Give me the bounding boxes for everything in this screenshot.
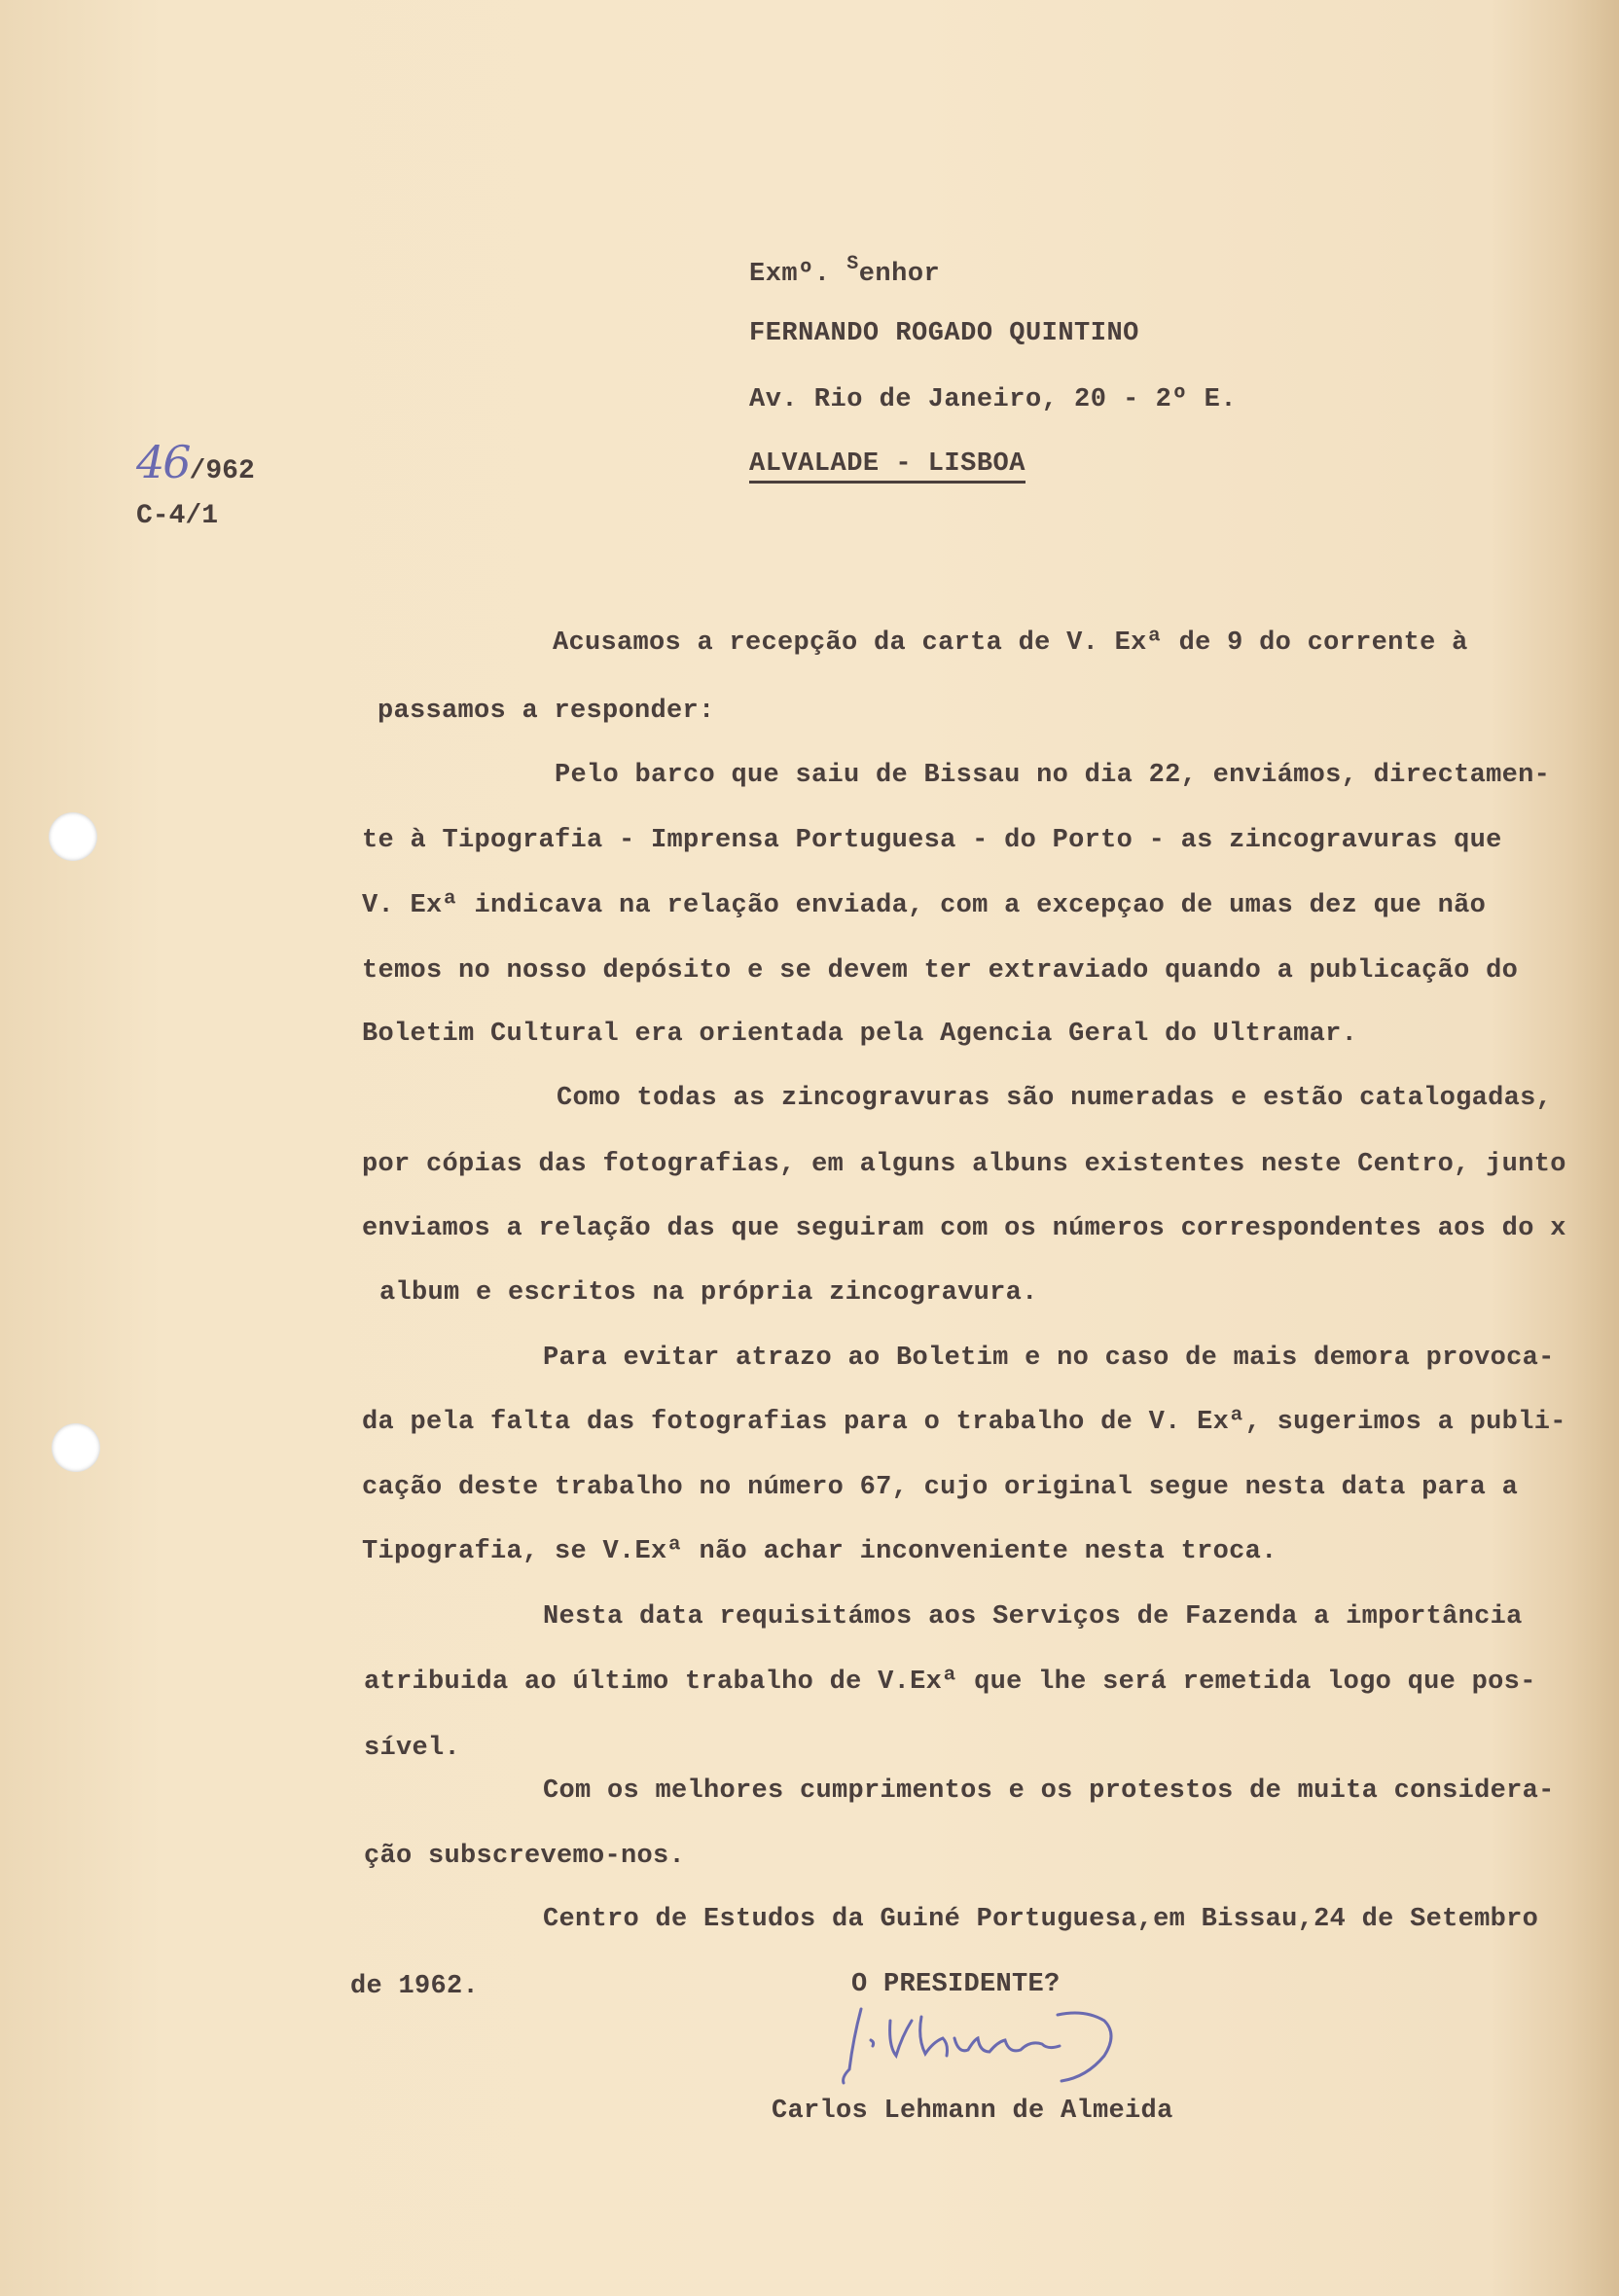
body-line: cação deste trabalho no número 67, cujo original segue nesta data para a bbox=[362, 1473, 1519, 1502]
body-line: de 1962. bbox=[350, 1972, 480, 2001]
address-city bbox=[749, 449, 1025, 479]
body-line: album e escritos na própria zincogravura. bbox=[379, 1278, 1038, 1308]
body-line: sível. bbox=[364, 1734, 461, 1763]
signatory-name: Carlos Lehmann de Almeida bbox=[772, 2097, 1173, 2126]
body-line: Acusamos a recepção da carta de V. Exª de 9 do corrente à bbox=[553, 628, 1468, 658]
reference-year: /962 bbox=[189, 456, 255, 486]
body-line: temos no nosso depósito e se devem ter extraviado quando a publicação do bbox=[362, 956, 1519, 986]
body-line: V. Exª indicava na relação enviada, com a excepçao de umas dez que não bbox=[362, 891, 1487, 920]
address-name: FERNANDO ROGADO QUINTINO bbox=[749, 319, 1139, 348]
body-line: Pelo barco que saiu de Bissau no dia 22, enviámos, directamen- bbox=[555, 761, 1551, 790]
punch-hole bbox=[52, 1423, 100, 1472]
body-line: Para evitar atrazo ao Boletim e no caso de mais demora provoca- bbox=[543, 1344, 1555, 1373]
body-line: Boletim Cultural era orientada pela Agencia Geral do Ultramar. bbox=[362, 1020, 1358, 1049]
body-line: Tipografia, se V.Exª não achar inconveniente nesta troca. bbox=[362, 1537, 1277, 1566]
body-line: enviamos a relação das que seguiram com os números correspondentes aos do x bbox=[362, 1214, 1566, 1243]
address-salutation: Exmº. $^S$enhor bbox=[749, 253, 941, 289]
address-street: Av. Rio de Janeiro, 20 - 2º E. bbox=[749, 385, 1238, 414]
body-line: passamos a responder: bbox=[378, 697, 715, 726]
body-line: Com os melhores cumprimentos e os protestos de muita considera- bbox=[543, 1776, 1555, 1806]
punch-hole bbox=[49, 812, 97, 861]
reference-number bbox=[136, 436, 255, 488]
body-line: Centro de Estudos da Guiné Portuguesa,em Bissau,24 de Setembro bbox=[543, 1905, 1539, 1934]
closing-title: O PRESIDENTE? bbox=[851, 1970, 1061, 1999]
body-line: ção subscrevemo-nos. bbox=[364, 1842, 686, 1871]
body-line: atribuida ao último trabalho de V.Exª que lhe será remetida logo que pos- bbox=[364, 1668, 1536, 1697]
body-line: por cópias das fotografias, em alguns albuns existentes neste Centro, junto bbox=[362, 1150, 1566, 1179]
body-line: Como todas as zincogravuras são numeradas e estão catalogadas, bbox=[557, 1084, 1553, 1113]
signature bbox=[832, 1999, 1182, 2087]
body-line: Nesta data requisitámos aos Serviços de Fazenda a importância bbox=[543, 1602, 1523, 1632]
body-line: te à Tipografia - Imprensa Portuguesa - do Porto - as zincogravuras que bbox=[362, 826, 1502, 855]
reference-code: C-4/1 bbox=[136, 501, 219, 531]
body-line: da pela falta das fotografias para o trabalho de V. Exª, sugerimos a publi- bbox=[362, 1408, 1566, 1437]
handwritten-number: 46 bbox=[136, 436, 190, 488]
address-city-text: ALVALADE - LISBOA bbox=[749, 449, 1025, 484]
